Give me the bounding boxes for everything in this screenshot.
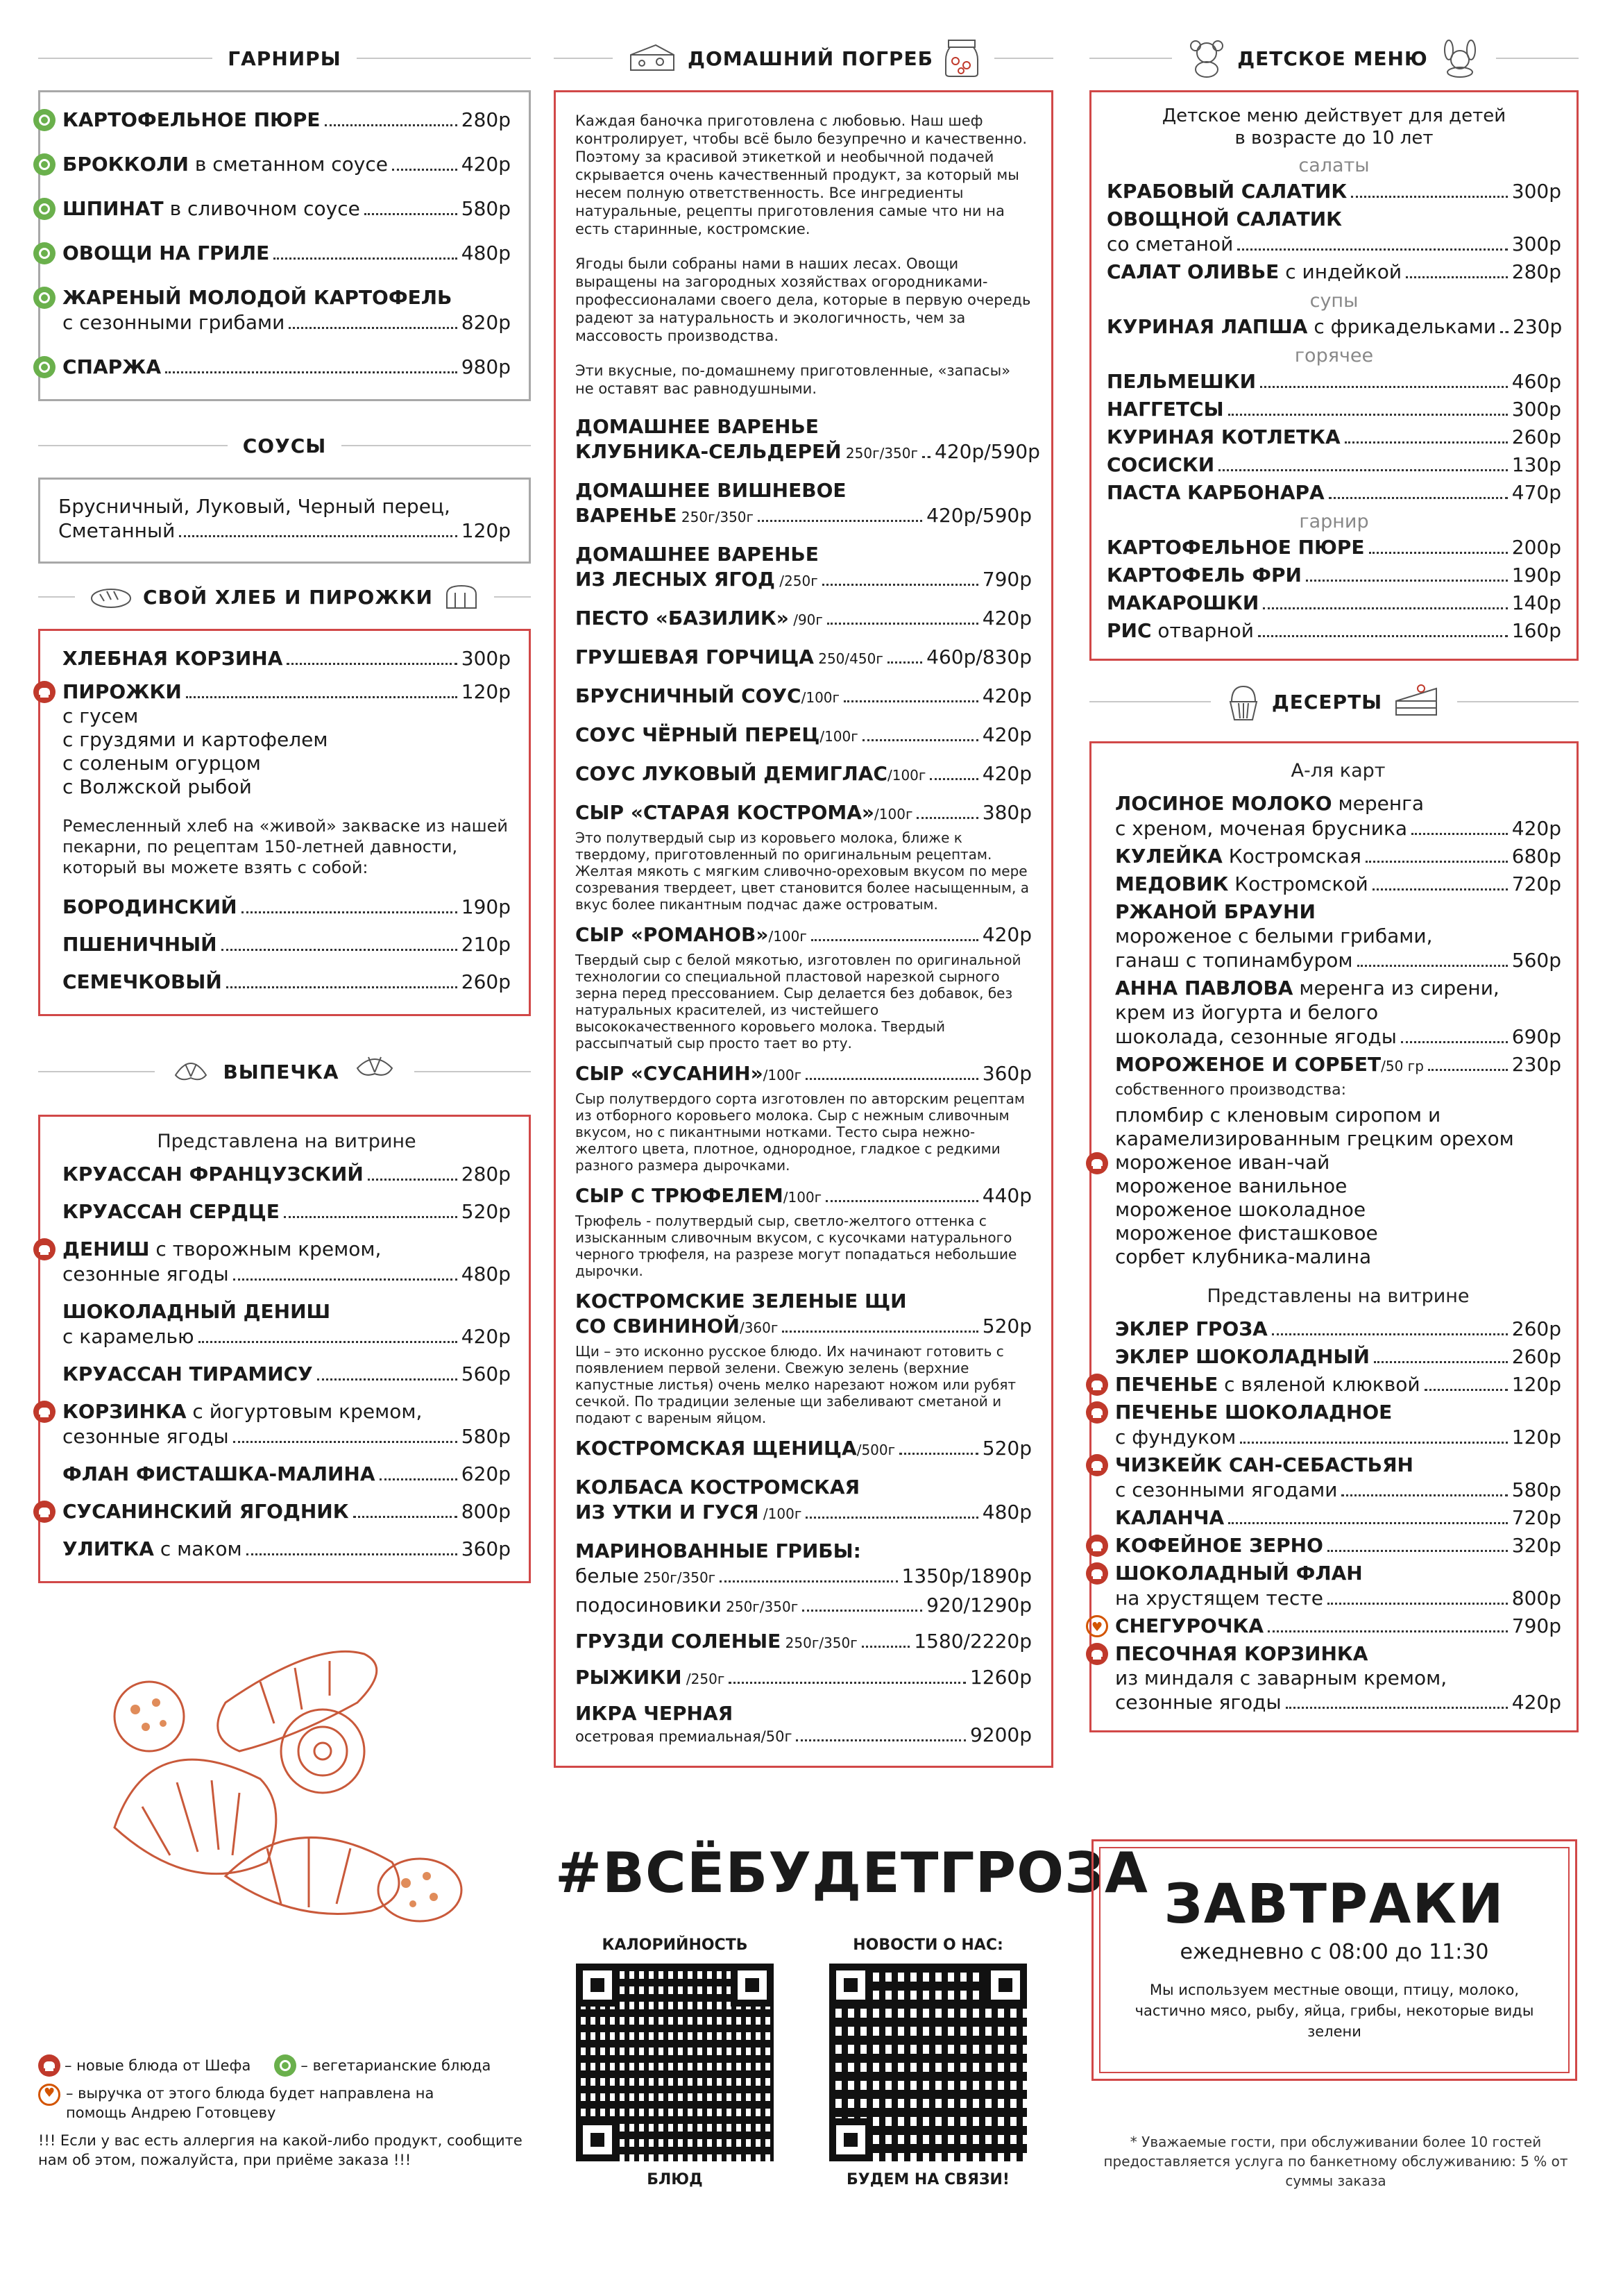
sauces-box [38,478,531,564]
menu-item-line2: на хрустящем тесте 800р [1115,1587,1561,1610]
menu-item-line2: сезонные ягоды 580р [62,1425,511,1448]
menu-item-line2: с хреном, моченая брусника 420р [1115,817,1561,840]
icecream-flavor: мороженое иван-чай [1115,1151,1561,1174]
menu-item: РИС отварной 160р [1107,619,1561,642]
kids-category: салаты [1298,155,1370,176]
section-title: СОУСЫ [242,434,327,457]
menu-item: ЭКЛЕР ШОКОЛАДНЫЙ 260р [1115,1345,1561,1368]
menu-item: АННА ПАВЛОВА меренга из сирени, [1115,977,1499,999]
pie-filling: с Волжской рыбой [62,775,252,798]
menu-item: СПАРЖА 980р [62,355,511,380]
menu-item: МЕДОВИК Костромской 720р [1115,872,1561,895]
menu-item-line2: мороженое с белыми грибами, [1115,925,1433,947]
item-description: Трюфель - полутвердый сыр, светло-желтого оттенка с изысканным сливочным вкусом, с кусочками натурального черного трюфеля, на разрезе могут попадаться небольшие дырочки. [575,1213,1017,1279]
menu-item: КОЛБАСА КОСТРОМСКАЯ [575,1476,860,1499]
menu-item: ШОКОЛАДНЫЙ ФЛАН [1115,1561,1561,1586]
cellar-box [554,90,1053,1768]
section-title: ГАРНИРЫ [228,47,341,70]
menu-item: МАРИНОВАННЫЕ ГРИБЫ: [575,1539,861,1562]
menu-item-line2: с сезонными ягодами 580р [1115,1478,1561,1501]
menu-item: СЫР «РОМАНОВ»/100г 420р [575,923,1032,946]
menu-item: ИЗ ЛЕСНЫХ ЯГОД /250г 790р [575,568,1032,591]
bread-note: Ремесленный хлеб на «живой» закваске из нашей пекарни, по рецептам 150-летней давности, который вы можете взять с собой: [62,816,508,877]
bunny-icon [1439,39,1481,78]
menu-item: СОУС ЧЁРНЫЙ ПЕРЕЦ/100г 420р [575,723,1032,746]
menu-item: КАРТОФЕЛЬНОЕ ПЮРЕ 280р [62,108,511,133]
banquet-note: * Уважаемые гости, при обслуживании более 10 гостей предоставляется услуга по банкетному обслуживанию: 5 % от суммы заказа [1103,2134,1568,2189]
qr-calories [576,1936,774,2188]
menu-item-line2: осетровая премиальная/50г 9200р [575,1723,1032,1746]
qr-code-calories[interactable] [576,1964,774,2161]
menu-item: СО СВИНИНОЙ/360г 520р [575,1315,1032,1337]
chef-hat-icon [38,2054,60,2077]
menu-item: БРОККОЛИ в сметанном соусе 420р [62,152,511,177]
menu-item: ПЕЛЬМЕШКИ 460р [1107,370,1561,393]
menu-item: СЕМЕЧКОВЫЙ 260р [62,970,511,993]
kids-category: гарнир [1299,511,1369,532]
loaf-icon [444,583,479,611]
menu-item: ОВОЩИ НА ГРИЛЕ 480р [62,241,511,266]
menu-item-line2: сезонные ягоды 420р [1115,1691,1561,1714]
menu-item: ПШЕНИЧНЫЙ 210р [62,933,511,956]
menu-item: ШПИНАТ в сливочном соусе 580р [62,196,511,221]
cellar-intro: Эти вкусные, по-домашнему приготовленные, «запасы» не оставят вас равнодушными. [575,362,1011,397]
charity-heart-icon [38,2084,60,2106]
menu-item-line2: шоколада, сезонные ягоды 690р [1115,1025,1561,1048]
chef-hat-icon [33,1238,56,1260]
menu-item: ПИРОЖКИ 120р [62,679,511,704]
menu-item: ИКРА ЧЕРНАЯ [575,1702,733,1725]
icecream-flavor: карамелизированным грецким орехом [1115,1127,1514,1150]
pastry-subtitle: Представлена на витрине [157,1131,416,1152]
teddy-bear-icon [1187,39,1226,78]
menu-item: КОСТРОМСКАЯ ЩЕНИЦА/500г 520р [575,1437,1032,1460]
vegetarian-icon [33,242,56,264]
chef-hat-icon [1086,1562,1108,1585]
croissant-icon [170,1047,212,1096]
kids-intro: Детское меню действует для детей в возрасте до 10 лет [1162,105,1506,149]
chef-hat-icon [33,681,56,703]
menu-item: САЛАТ ОЛИВЬЕ с индейкой 280р [1107,260,1561,283]
section-header-cellar [554,42,1053,75]
cellar-intro: Ягоды были собраны нами в наших лесах. Овощи выращены на загородных хозяйствах огородниками-профессионалами своего дела, которые в первую очередь радеют за натуральность и экологичность, чем за массовость производства. [575,255,1031,344]
pastry-illustration [66,1598,510,1945]
icecream-flavor: мороженое шоколадное [1115,1198,1366,1221]
menu-item: ГРУШЕВАЯ ГОРЧИЦА 250/450г 460р/830р [575,645,1032,668]
chef-hat-icon [1086,1643,1108,1665]
section-title: СВОЙ ХЛЕБ И ПИРОЖКИ [143,585,433,609]
menu-item: КРУАССАН ФРАНЦУЗСКИЙ 280р [62,1163,511,1185]
menu-item-line2: со сметаной 300р [1107,233,1561,255]
menu-item-line2: сезонные ягоды 480р [62,1263,511,1285]
vegetarian-icon [33,356,56,378]
legend-charity: – выручка от этого блюда будет направлена на помощь Андрею Готовцеву [66,2085,434,2121]
menu-item: ЭКЛЕР ГРОЗА 260р [1115,1317,1561,1340]
section-title: ВЫПЕЧКА [223,1060,339,1083]
pie-filling: с гусем [62,704,139,727]
menu-item: БОРОДИНСКИЙ 190р [62,895,511,918]
icecream-flavor: сорбет клубника-малина [1115,1245,1372,1268]
menu-item-line2: крем из йогурта и белого [1115,1001,1379,1024]
pastry-box [38,1115,531,1583]
menu-item: ШОКОЛАДНЫЙ ДЕНИШ [62,1300,331,1323]
chef-hat-icon [33,1401,56,1423]
desserts-box [1089,741,1579,1732]
menu-item: БРУСНИЧНЫЙ СОУС/100г 420р [575,684,1032,707]
menu-item-line2: с фундуком 120р [1115,1426,1561,1449]
breakfast-title: ЗАВТРАКИ [1164,1873,1505,1936]
breakfast-note: Мы используем местные овощи, птицу, молоко, частично мясо, рыбу, яйца, грибы, некоторые виды зелени [1135,1982,1534,2040]
pie-filling: с грyздями и картофелем [62,728,328,751]
chef-hat-icon [1086,1401,1108,1424]
menu-item: ДОМАШНЕЕ ВАРЕНЬЕ [575,543,819,566]
menu-item: ФЛАН ФИСТАШКА-МАЛИНА 620р [62,1462,511,1485]
column-right [1089,42,1579,1732]
kids-category: горячее [1294,345,1374,366]
menu-item: ♥ СНЕГУРОЧКА 790р [1115,1614,1561,1639]
section-title: ДОМАШНИЙ ПОГРЕБ [688,47,933,70]
kids-category: супы [1309,290,1359,312]
menu-item: РЖАНОЙ БРАУНИ [1115,900,1316,923]
section-title: ДЕТСКОЕ МЕНЮ [1237,47,1428,70]
croissant-icon [350,1047,399,1096]
cellar-items [575,414,1040,1539]
column-left [38,42,531,1948]
menu-item: КОСТРОМСКИЕ ЗЕЛЕНЫЕ ЩИ [575,1290,907,1312]
charity-heart-icon [1086,1615,1108,1637]
menu-item-line2: с сезонными грибами 820р [62,311,511,334]
vegetarian-icon [33,109,56,131]
cellar-intro: Каждая баночка приготовлена с любовью. Наш шеф контролирует, чтобы всё было безупречно и качественно. Поэтому за красивой этикеткой и необычной подачей скрывается очень качественный продукт, за который мы несем полную ответственность. Все ингредиенты натуральные, рецепты приготовления самые что ни на есть старинные, костромские. [575,112,1028,237]
menu-item: МАКАРОШКИ 140р [1107,591,1561,614]
menu-item: КЛУБНИКА-СЕЛЬДЕРЕЙ 250г/350г 420р/590р [575,440,1040,463]
qr-code-news[interactable] [829,1964,1027,2161]
item-description: Твердый сыр с белой мякотью, изготовлен по оригинальной технологии со специальной пластовой нарезкой сырного зерна перед прессованием. Сыр делается без добавок, без натуральных красителей, из чистейшего высококачественного коровьего молока. Твердый рассыпчатый сыр просто тает во рту. [575,952,1021,1052]
menu-item: КАРТОФЕЛЬ ФРИ 190р [1107,564,1561,586]
chef-hat-icon [1086,1152,1108,1174]
qr-label: БЛЮД [647,2171,703,2188]
legend-veg: – вегетарианские блюда [300,2057,491,2074]
menu-item: НАГГЕТСЫ 300р [1107,398,1561,421]
menu-item: ЧИЗКЕЙК САН-СЕБАСТЬЯН [1115,1453,1561,1478]
menu-item: КРУАССАН ТИРАМИСУ 560р [62,1362,511,1385]
cake-slice-icon [1393,684,1442,719]
alacarte-label: А-ля карт [1291,760,1386,782]
menu-item: УЛИТКА с маком 360р [62,1537,511,1560]
menu-item: КАРТОФЕЛЬНОЕ ПЮРЕ 200р [1107,536,1561,559]
pie-filling: с соленым огурцом [62,752,261,775]
hashtag: #ВСЁБУДЕТГРОЗА [555,1841,1148,1905]
kids-box [1089,90,1579,661]
section-header-desserts [1089,677,1579,726]
menu-item: ХЛЕБНАЯ КОРЗИНА 300р [62,647,511,670]
menu-item: ВАРЕНЬЕ 250г/350г 420р/590р [575,504,1032,527]
menu-item: КУЛЕЙКА Костромская 680р [1115,845,1561,868]
breakfast-box [1091,1839,1577,2081]
menu-item: КОРЗИНКА с йогуртовым кремом, [62,1399,511,1424]
menu-item: ЛОСИНОЕ МОЛОКО меренга [1115,792,1425,815]
vegetarian-icon [33,153,56,176]
menu-item: ЖАРЕНЫЙ МОЛОДОЙ КАРТОФЕЛЬ [62,285,511,310]
allergy-note: !!! Если у вас есть аллергия на какой-либо продукт, сообщите нам об этом, пожалуйста, при приёме заказа !!! [38,2132,522,2168]
vegetarian-icon [33,198,56,220]
showcase-label: Представлены на витрине [1207,1285,1470,1307]
sauces-list: Брусничный, Луковый, Черный перец, [58,495,450,518]
menu-item: ПЕСТО «БАЗИЛИК» /90г 420р [575,607,1032,630]
menu-item-line2: из миндаля с заварным кремом, [1115,1666,1447,1689]
menu-item: МОРОЖЕНОЕ И СОРБЕТ/50 гр 230р [1115,1053,1561,1076]
column-middle [554,42,1053,1768]
bread-icon [90,584,132,609]
menu-item: КУРИНАЯ ЛАПША с фрикадельками 230р [1107,315,1563,338]
bread-box [38,629,531,1016]
menu-item: СУСАНИНСКИЙ ЯГОДНИК 800р [62,1499,511,1524]
menu-item: КОФЕЙНОЕ ЗЕРНО 320р [1115,1533,1561,1558]
section-title: ДЕСЕРТЫ [1271,690,1383,714]
section-header-garnishes [38,42,531,75]
jar-icon [944,39,979,78]
menu-item: СЫР С ТРЮФЕЛЕМ/100г 440р [575,1184,1032,1207]
chef-hat-icon [1086,1374,1108,1396]
section-header-pastry [38,1044,531,1099]
menu-item-line2: с карамелью 420р [62,1325,511,1348]
menu-item: ПАСТА КАРБОНАРА 470р [1107,481,1561,504]
menu-item: ПЕСОЧНАЯ КОРЗИНКА [1115,1641,1561,1666]
menu-item: КУРИНАЯ КОТЛЕТКА 260р [1107,425,1561,448]
breakfast-hours: ежедневно с 08:00 до 11:30 [1180,1940,1489,1964]
legend [38,2056,538,2170]
menu-item: СОСИСКИ 130р [1107,453,1561,476]
menu-item: ДЕНИШ с творожным кремом, [62,1237,511,1262]
icecream-note: собственного производства: [1115,1081,1346,1099]
section-header-kids [1089,42,1579,75]
qr-news [829,1936,1027,2188]
legend-chef: – новые блюда от Шефа [65,2057,251,2074]
menu-item: КРАБОВЫЙ САЛАТИК 300р [1107,180,1561,203]
menu-item: КАЛАНЧА 720р [1115,1506,1561,1529]
menu-item: Сметанный 120р [58,519,511,542]
chef-hat-icon [1086,1454,1108,1476]
garnishes-box [38,90,531,401]
menu-item: ГРУЗДИ СОЛЕНЫЕ 250г/350г 1580/2220р [575,1630,1032,1653]
chef-hat-icon [1086,1535,1108,1557]
menu-item: белые 250г/350г 1350р/1890р [575,1564,1032,1587]
cupcake-icon [1226,681,1261,723]
menu-item: подосиновики 250г/350г 920/1290р [575,1594,1032,1617]
menu-item: СЫР «СУСАНИН»/100г 360р [575,1062,1032,1085]
menu-item: ДОМАШНЕЕ ВАРЕНЬЕ [575,415,819,438]
item-description: Это полутвердый сыр из коровьего молока, ближе к твердому, приготовленный по оригинальным рецептам. Желтая мякоть с мягким сливочно-ореховым вкусом по мере созревания твердеет, цвет становится более насыщенным, а вкус более пикантным подчас даже островатым. [575,829,1029,913]
qr-label: НОВОСТИ О НАС: [853,1936,1003,1954]
vegetarian-icon [274,2054,296,2077]
section-header-bread [38,580,531,614]
qr-label: БУДЕМ НА СВЯЗИ! [847,2171,1010,2188]
chef-hat-icon [33,1501,56,1523]
menu-item: ИЗ УТКИ И ГУСЯ /100г 480р [575,1501,1032,1523]
menu-item: ПЕЧЕНЬЕ ШОКОЛАДНОЕ [1115,1400,1561,1425]
menu-item-line2: ганаш с топинамбуром 560р [1115,949,1561,972]
menu-item: КРУАССАН СЕРДЦЕ 520р [62,1200,511,1223]
qr-label: КАЛОРИЙНОСТЬ [602,1936,748,1954]
vegetarian-icon [33,287,56,309]
menu-item: ДОМАШНЕЕ ВИШНЕВОЕ [575,479,847,502]
menu-item: ОВОЩНОЙ САЛАТИК [1107,208,1343,230]
icecream-flavor: пломбир с кленовым сиропом и [1115,1104,1441,1126]
item-description: Сыр полутвердого сорта изготовлен по авторским рецептам из отборного коровьего молока. Сыр с нежным сливочным вкусом, но с пикантными нотками. Тесто сыра нежно-желтого цвета, плотное, однородное, гладкое с редкими разного размера дырочками. [575,1090,1025,1174]
icecream-flavor: мороженое ванильное [1115,1174,1348,1197]
menu-item: СЫР «СТАРАЯ КОСТРОМА»/100г 380р [575,801,1032,824]
cheese-icon [628,42,677,74]
menu-item: СОУС ЛУКОВЫЙ ДЕМИГЛАС/100г 420р [575,762,1032,785]
item-description: Щи – это исконно русское блюдо. Их начинают готовить с появлением первой зелени. Свежую зелень (верхние капустные листья) очень мелко нарезают ножом или рубят сечкой. По традиции зеленые щи забеливают сметаной и подают с вареным яйцом. [575,1343,1017,1426]
section-header-sauces [38,429,531,462]
menu-item: ПЕЧЕНЬЕ с вяленой клюквой 120р [1115,1372,1561,1397]
menu-item: РЫЖИКИ /250г 1260р [575,1666,1032,1689]
icecream-flavor: мороженое фисташковое [1115,1222,1378,1244]
